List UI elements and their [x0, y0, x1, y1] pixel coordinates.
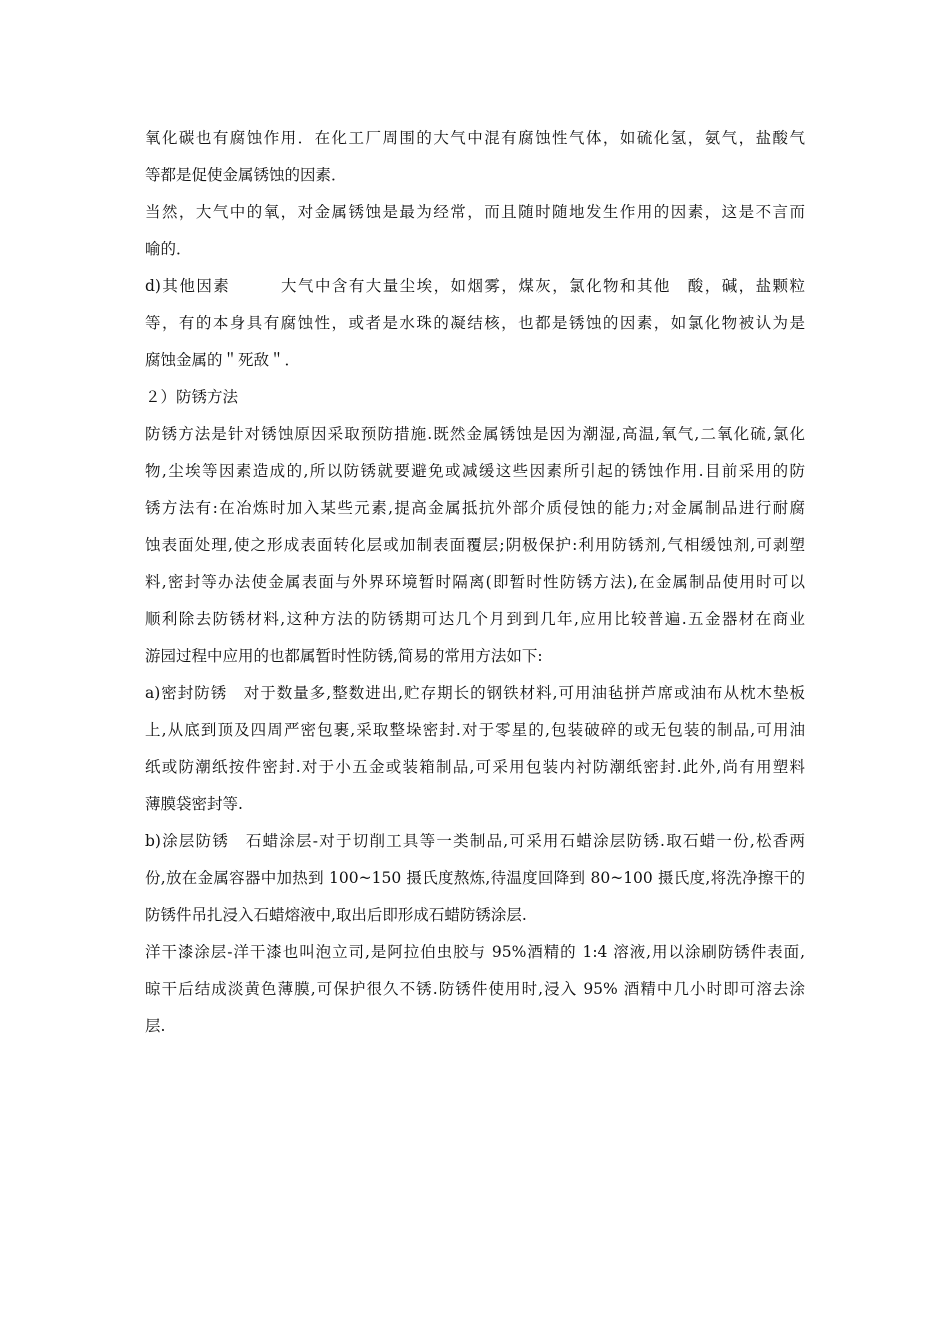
text-line: 游园过程中应用的也都属暂时性防锈,简易的常用方法如下:: [145, 647, 543, 665]
text-line: 上,从底到顶及四周严密包裹,采取整垛密封.对于零星的,包装破碎的或无包装的制品,可用油: [145, 721, 805, 739]
text-line: 晾干后结成淡黄色薄膜,可保护很久不锈.防锈件使用时,浸入 95% 酒精中几小时即可溶去涂: [145, 980, 805, 998]
text-line: 氧化碳也有腐蚀作用．在化工厂周围的大气中混有腐蚀性气体，如硫化氢，氨气，盐酸气: [145, 129, 805, 147]
text-line: 喻的．: [145, 240, 192, 258]
text-line: 当然，大气中的氧，对金属锈蚀是最为经常，而且随时随地发生作用的因素，这是不言而: [145, 203, 805, 221]
text-line: a)密封防锈 对于数量多,整数进出,贮存期长的钢铁材料,可用油毡拼芦席或油布从枕木垫板: [145, 684, 805, 702]
text-line: 薄膜袋密封等.: [145, 795, 243, 813]
text-line: 顺利除去防锈材料,这种方法的防锈期可达几个月到到几年,应用比较普遍.五金器材在商业: [145, 610, 805, 628]
document-body: [145, 120, 805, 1045]
text-line: 防锈方法是针对锈蚀原因采取预防措施.既然金属锈蚀是因为潮湿,高温,氧气,二氧化硫,氯化: [145, 425, 805, 443]
text-line: 层.: [145, 1017, 166, 1035]
text-line: 物,尘埃等因素造成的,所以防锈就要避免或减缓这些因素所引起的锈蚀作用.目前采用的防: [145, 462, 805, 480]
text-line: b)涂层防锈 石蜡涂层-对于切削工具等一类制品,可采用石蜡涂层防锈.取石蜡一份,松香两: [145, 832, 805, 850]
text-line: 等，有的本身具有腐蚀性，或者是水珠的凝结核，也都是锈蚀的因素，如氯化物被认为是: [145, 314, 805, 332]
text-line: 份,放在金属容器中加热到 100~150 摄氏度熬炼,待温度回降到 80~100 摄氏度,将洗净擦干的: [145, 869, 805, 887]
text-line: 蚀表面处理,使之形成表面转化层或加制表面覆层;阴极保护:利用防锈剂,气相缓蚀剂,可剥塑: [145, 536, 805, 554]
text-line: 纸或防潮纸按件密封.对于小五金或装箱制品,可采用包装内衬防潮纸密封.此外,尚有用塑料: [145, 758, 805, 776]
text-line: 腐蚀金属的＂死敌＂．: [145, 351, 301, 369]
text-line: 料,密封等办法使金属表面与外界环境暂时隔离(即暂时性防锈方法),在金属制品使用时可以: [145, 573, 805, 591]
text-line: 防锈件吊扎浸入石蜡熔液中,取出后即形成石蜡防锈涂层.: [145, 906, 527, 924]
section-heading: ２）防锈方法: [145, 388, 239, 406]
text-line: 锈方法有:在冶炼时加入某些元素,提高金属抵抗外部介质侵蚀的能力;对金属制品进行耐腐: [145, 499, 805, 517]
text-line: 等都是促使金属锈蚀的因素．: [145, 166, 347, 184]
text-line: 洋干漆涂层-洋干漆也叫泡立司,是阿拉伯虫胶与 95%酒精的 1:4 溶液,用以涂刷防锈件表面,: [145, 943, 805, 961]
text-line: d)其他因素 大气中含有大量尘埃，如烟雾，煤灰，氯化物和其他 酸，碱，盐颗粒: [145, 277, 805, 295]
